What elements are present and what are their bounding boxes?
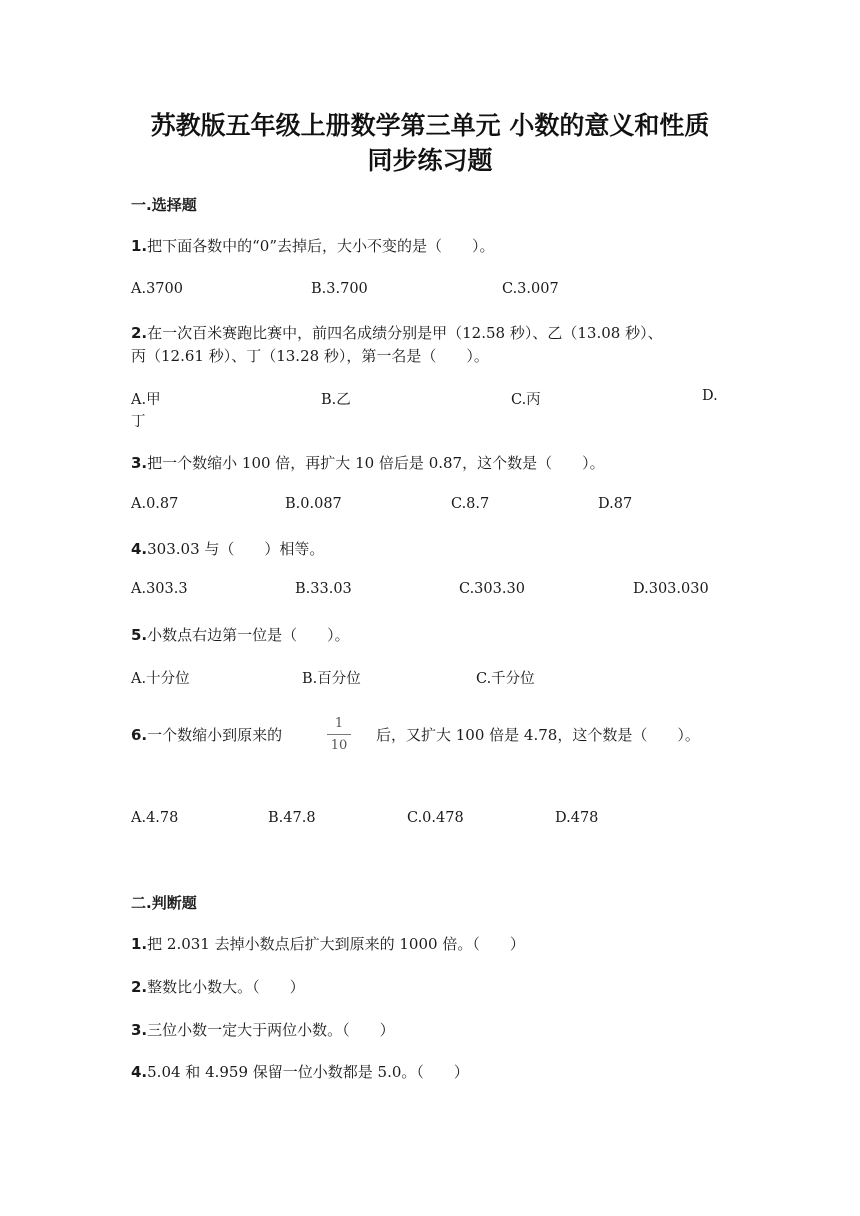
option-d: D.303.030: [633, 581, 709, 597]
tf-question-1: [131, 933, 525, 954]
option-d: D.87: [598, 496, 633, 512]
question-text: 把 2.031 去掉小数点后扩大到原来的 1000 倍。（ ）: [147, 935, 525, 953]
question-number: 6.: [131, 726, 148, 744]
question-2-line2: 丙（12.61 秒）、丁（13.28 秒），第一名是（ ）。: [131, 347, 489, 365]
question-number: 2.: [131, 978, 148, 996]
section-heading-truefalse: 二.判断题: [131, 894, 197, 912]
question-text: 小数点右边第一位是（ ）。: [147, 626, 350, 644]
question-number: 3.: [131, 1021, 148, 1039]
question-number: 1.: [131, 935, 148, 953]
question-text: 把下面各数中的“0”去掉后，大小不变的是（ ）。: [147, 237, 495, 255]
question-text-before: 一个数缩小到原来的: [147, 726, 283, 744]
option-c: C.3.007: [502, 281, 559, 297]
tf-question-2: [131, 976, 305, 997]
question-4: [131, 538, 324, 559]
option-b: B.百分位: [302, 671, 361, 687]
fraction-denominator: 10: [330, 738, 348, 753]
option-d: D.: [702, 388, 718, 404]
option-b: B.3.700: [311, 281, 368, 297]
question-text: 5.04 和 4.959 保留一位小数都是 5.0。（ ）: [147, 1063, 469, 1081]
question-6-after: 后，又扩大 100 倍是 4.78，这个数是（ ）。: [376, 726, 700, 744]
fraction-one-tenth: [327, 716, 351, 753]
option-c: C.8.7: [451, 496, 490, 512]
option-b: B.0.087: [285, 496, 342, 512]
section-heading-choice: 一.选择题: [131, 196, 197, 214]
question-number: 4.: [131, 540, 148, 558]
option-a: A.4.78: [131, 810, 179, 826]
question-2: [131, 322, 663, 343]
page-title-line1: 苏教版五年级上册数学第三单元 小数的意义和性质: [150, 111, 710, 140]
option-a: A.303.3: [131, 581, 188, 597]
question-text: 三位小数一定大于两位小数。（ ）: [147, 1021, 395, 1039]
question-6: [131, 724, 282, 745]
option-b: B.乙: [321, 392, 351, 408]
tf-question-4: [131, 1061, 469, 1082]
option-d-wrapped: 丁: [131, 414, 146, 430]
question-5: [131, 624, 350, 645]
question-1: [131, 235, 495, 256]
question-number: 4.: [131, 1063, 148, 1081]
question-text: 在一次百米赛跑比赛中，前四名成绩分别是甲（12.58 秒）、乙（13.08 秒）、: [147, 324, 663, 342]
fraction-bar: [327, 734, 351, 735]
question-text: 303.03 与（ ）相等。: [147, 540, 325, 558]
question-number: 5.: [131, 626, 148, 644]
option-a: A.0.87: [131, 496, 179, 512]
question-number: 3.: [131, 454, 148, 472]
page-title-line2: 同步练习题: [367, 146, 493, 175]
question-text: 把一个数缩小 100 倍，再扩大 10 倍后是 0.87，这个数是（ ）。: [147, 454, 605, 472]
option-c: C.0.478: [407, 810, 464, 826]
option-b: B.33.03: [295, 581, 352, 597]
option-b: B.47.8: [268, 810, 316, 826]
question-3: [131, 452, 605, 473]
question-text: 整数比小数大。（ ）: [147, 978, 305, 996]
option-d: D.478: [555, 810, 599, 826]
option-c: C.千分位: [476, 671, 535, 687]
question-number: 1.: [131, 237, 148, 255]
option-a: A.十分位: [131, 671, 190, 687]
tf-question-3: [131, 1019, 395, 1040]
option-c: C.丙: [511, 392, 541, 408]
fraction-numerator: 1: [334, 716, 344, 731]
question-number: 2.: [131, 324, 148, 342]
option-c: C.303.30: [459, 581, 525, 597]
option-a: A.甲: [131, 392, 161, 408]
option-a: A.3700: [131, 281, 183, 297]
